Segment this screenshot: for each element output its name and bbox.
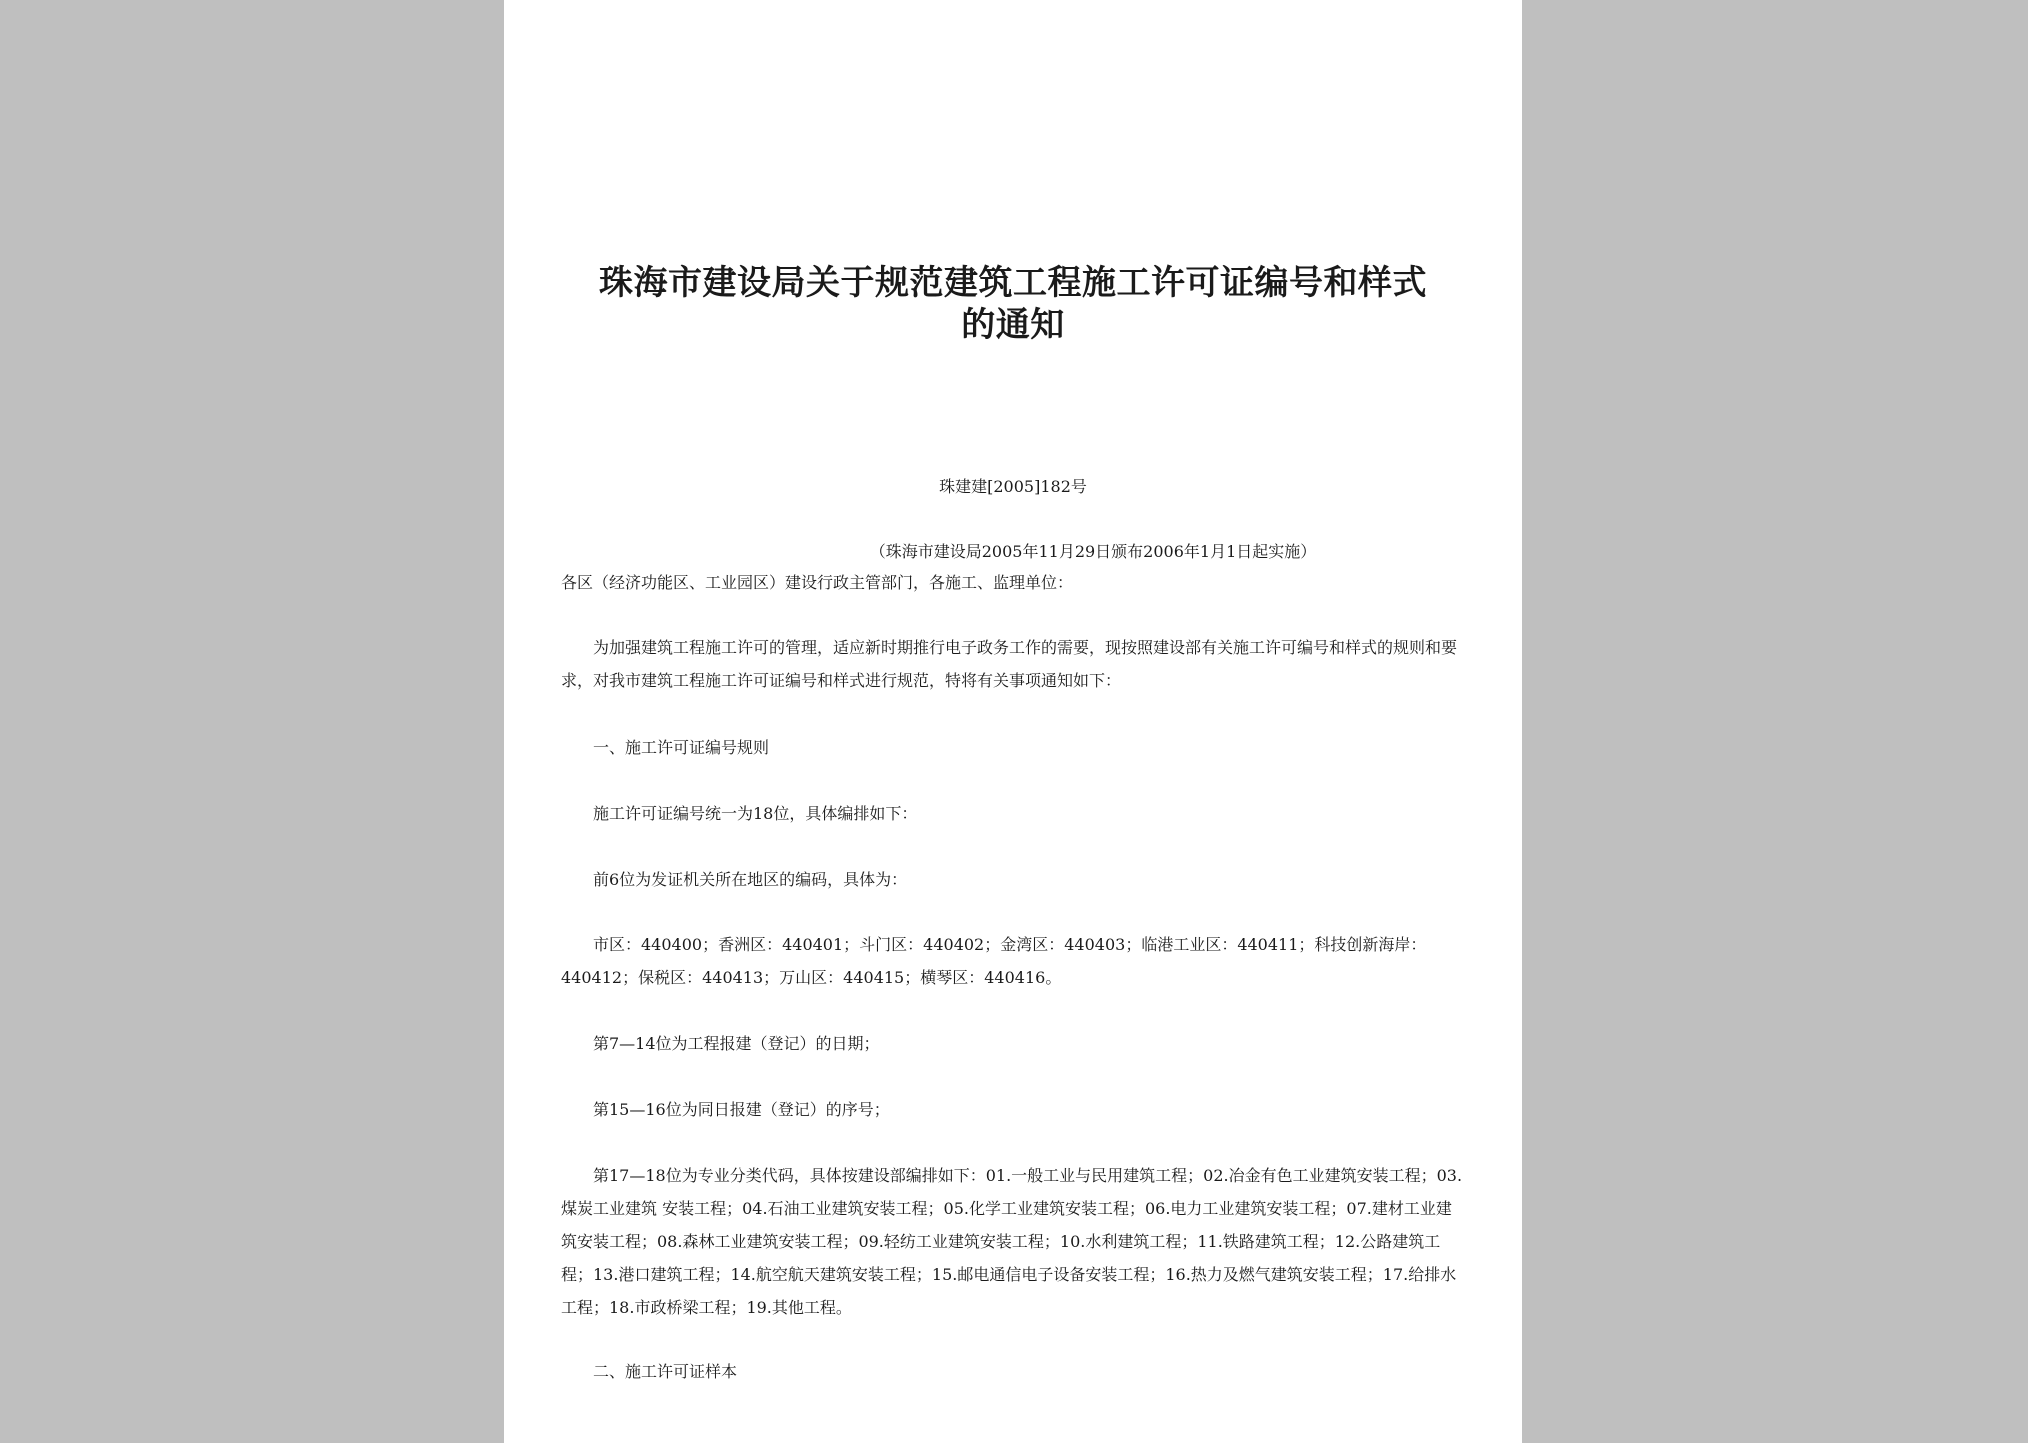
document-number: 珠建建[2005]182号	[939, 477, 1087, 496]
document-title	[544, 262, 1482, 346]
title-line-2: 的通知	[961, 305, 1065, 345]
paragraph-digits-7-14: 第7—14位为工程报建（登记）的日期；	[593, 1034, 880, 1053]
title-line-1: 珠海市建设局关于规范建筑工程施工许可证编号和样式	[599, 263, 1427, 303]
section-heading-numbering: 一、施工许可证编号规则	[593, 738, 770, 757]
paragraph-first-six: 前6位为发证机关所在地区的编码，具体为：	[593, 870, 908, 889]
document-page	[504, 0, 1522, 1443]
issue-info: （珠海市建设局2005年11月29日颁布2006年1月1日起实施）	[869, 542, 1317, 561]
intro-paragraph: 为加强建筑工程施工许可的管理，适应新时期推行电子政务工作的需要，现按照建设部有关施工许可编号和样式的规则和要求，对我市建筑工程施工许可证编号和样式进行规范，特将有关事项通知如下：	[561, 638, 1458, 690]
section-heading-sample: 二、施工许可证样本	[593, 1362, 738, 1381]
paragraph-digits: 施工许可证编号统一为18位，具体编排如下：	[593, 804, 918, 823]
paragraph-digits-17-18: 第17—18位为专业分类代码，具体按建设部编排如下：01.一般工业与民用建筑工程；02.冶金有色工业建筑安装工程；03.煤炭工业建筑 安装工程；04.石油工业建筑安装工程；05.化学工业建筑安装工程；06.电力工业建筑安装工程；07.建材工业建筑安装工程；08.森林工业建筑安装工程；09.轻纺工业建筑安装工程；10.水利建筑工程；11.铁路建筑工程；12.公路建筑工程；13.港口建筑工程；14.航空航天建筑安装工程；15.邮电通信电子设备安装工程；16.热力及燃气建筑安装工程；17.给排水工程；18.市政桥梁工程；19.其他工程。	[561, 1166, 1463, 1317]
paragraph-area-codes: 市区：440400；香洲区：440401；斗门区：440402；金湾区：440403；临港工业区：440411；科技创新海岸：440412；保税区：440413；万山区：440415；横琴区：440416。	[561, 935, 1427, 987]
paragraph-digits-15-16: 第15—16位为同日报建（登记）的序号；	[593, 1100, 890, 1119]
addressee-line: 各区（经济功能区、工业园区）建设行政主管部门，各施工、监理单位：	[561, 573, 1074, 592]
